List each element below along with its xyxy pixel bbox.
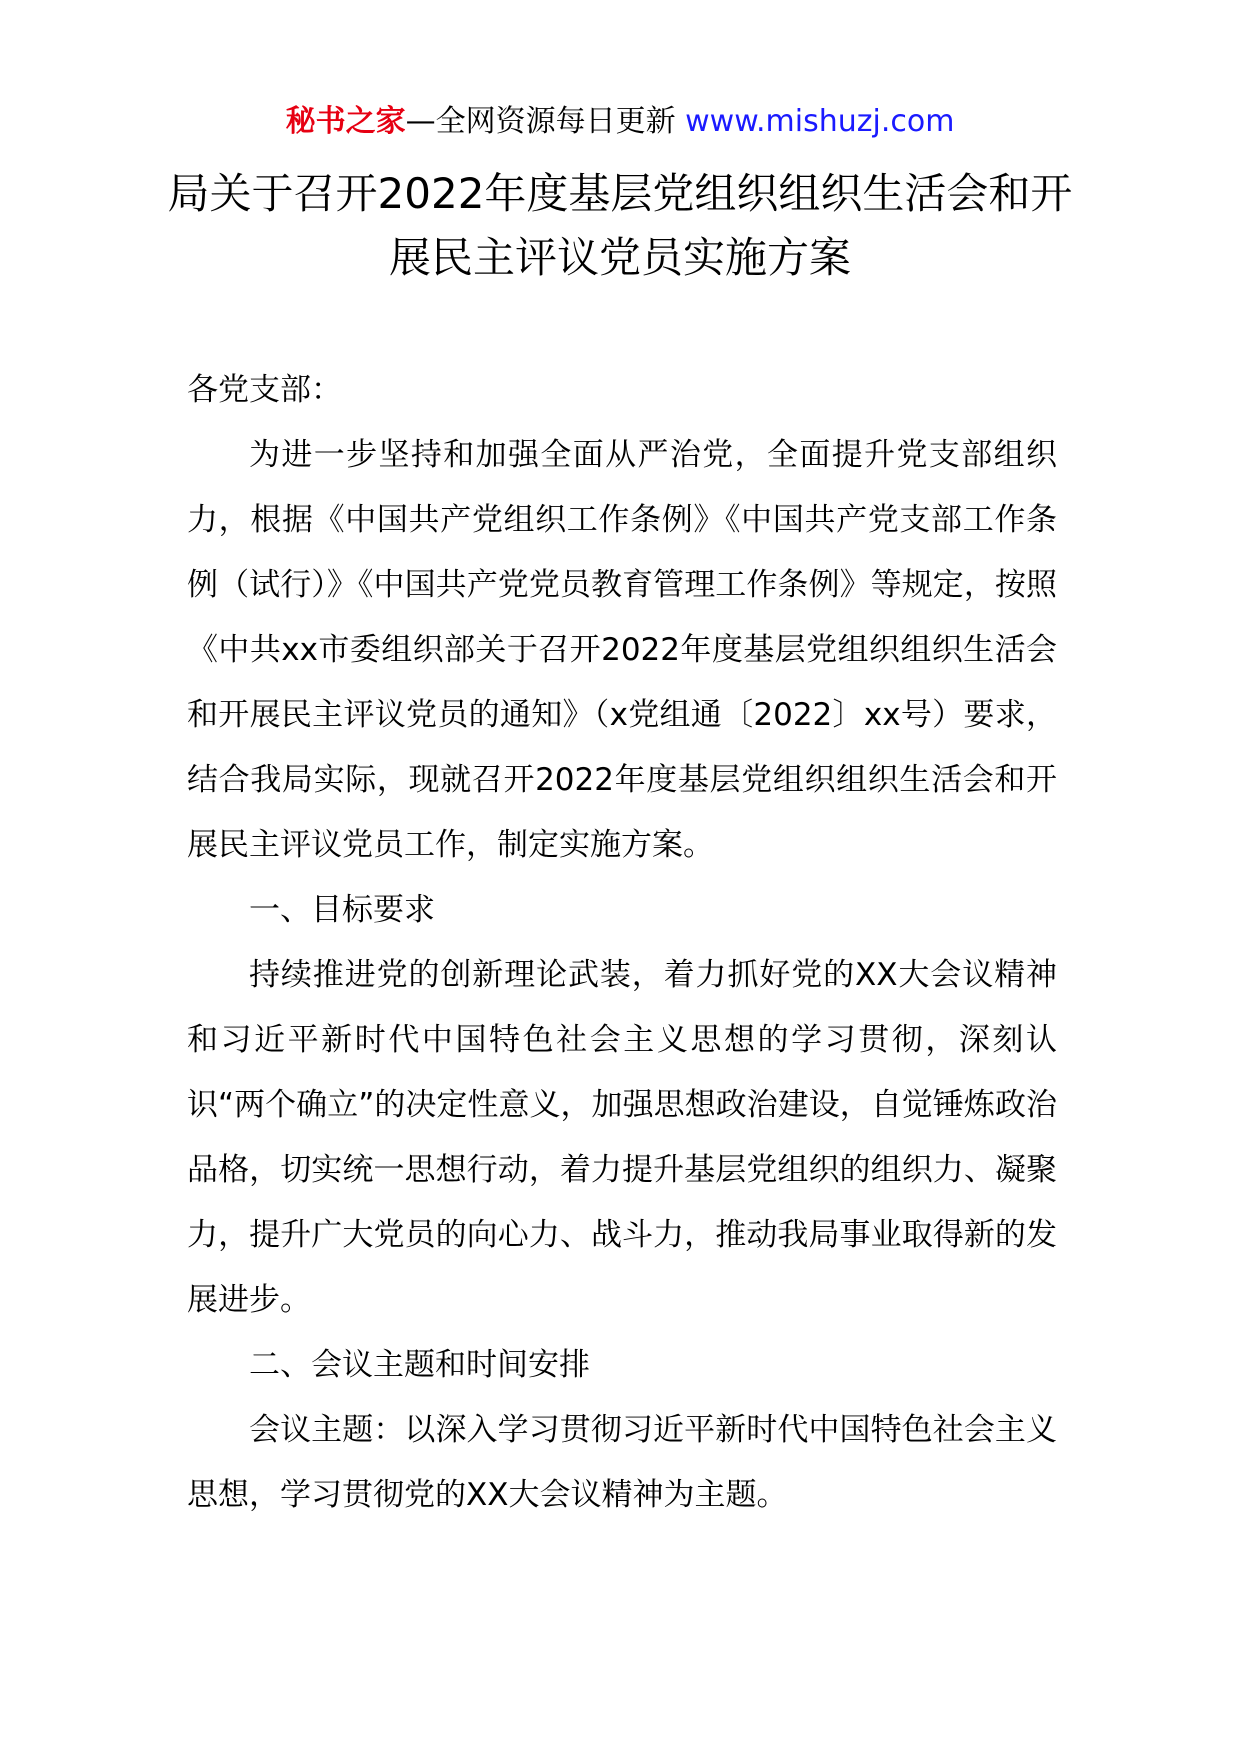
paragraph-intro: 为进一步坚持和加强全面从严治党，全面提升党支部组织力，根据《中国共产党组织工作条例》《中国共产党支部工作条例（试行）》《中国共产党党员教育管理工作条例》等规定，按照《中共xx市委组织部关于召开2022年度基层党组织组织生活会和开展民主评议党员的通知》（x党组通〔2022〕xx号）要求，结合我局实际，现就召开2022年度基层党组织组织生活会和开展民主评议党员工作，制定实施方案。: [187, 437, 1057, 863]
salutation: 各党支部：: [187, 372, 342, 408]
document-title: 局关于召开2022年度基层党组织组织生活会和开展民主评议党员实施方案: [167, 169, 1073, 282]
paragraph-theme: 会议主题：以深入学习贯彻习近平新时代中国特色社会主义思想，学习贯彻党的XX大会议精神为主题。: [187, 1412, 1057, 1513]
site-brand: 秘书之家: [285, 104, 406, 139]
site-url-link[interactable]: www.mishuzj.com: [685, 104, 955, 139]
paragraph-goals: 持续推进党的创新理论武装，着力抓好党的XX大会议精神和习近平新时代中国特色社会主义思想的学习贯彻，深刻认识“两个确立”的决定性意义，加强思想政治建设，自觉锤炼政治品格，切实统一思想行动，着力提升基层党组织的组织力、凝聚力，提升广大党员的向心力、战斗力，推动我局事业取得新的发展进步。: [187, 957, 1057, 1318]
section-heading-goals: 一、目标要求: [249, 892, 435, 928]
section-heading-schedule: 二、会议主题和时间安排: [249, 1347, 590, 1383]
site-tagline: —全网资源每日更新: [405, 104, 686, 139]
document-body: [187, 358, 1057, 1528]
site-header: [0, 100, 1240, 144]
